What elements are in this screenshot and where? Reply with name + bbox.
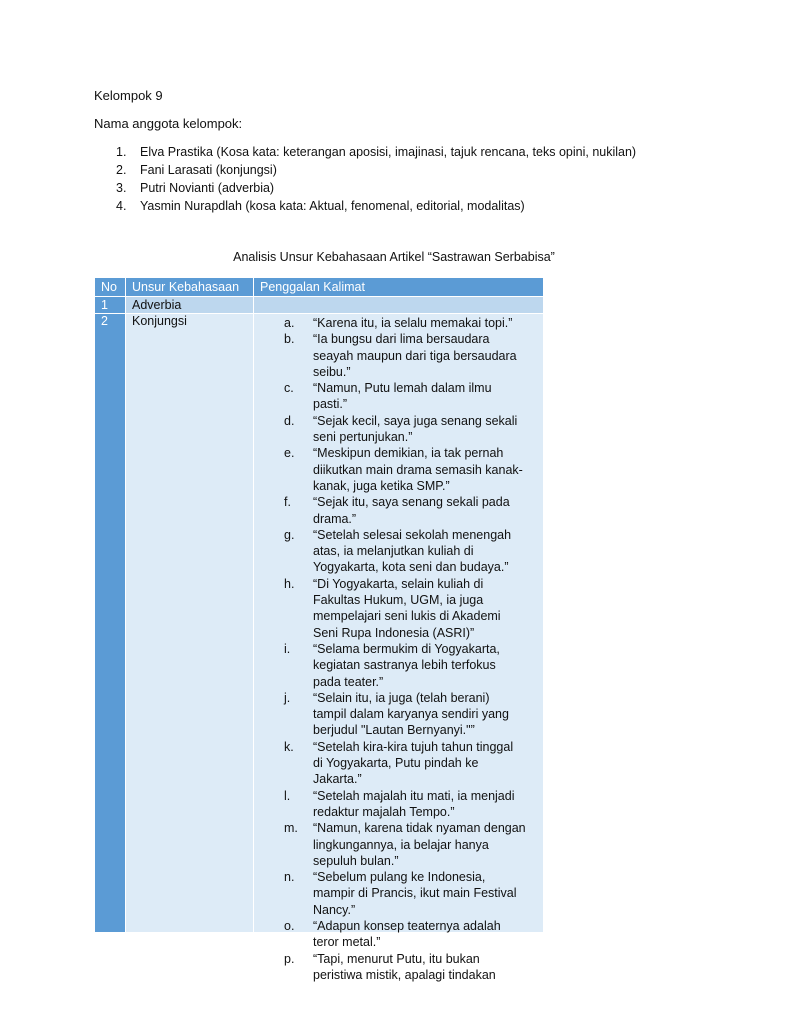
member-item [116, 179, 636, 197]
row-number: 1 [95, 297, 126, 314]
member-text: Yasmin Nurapdlah (kosa kata: Aktual, fenomenal, editorial, modalitas) [140, 199, 525, 213]
row-unsur: Adverbia [126, 297, 254, 314]
quote-text: “Setelah selesai sekolah menengah atas, ia melanjutkan kuliah di Yogyakarta, kota seni dan budaya.” [313, 527, 512, 575]
member-number: 2. [116, 163, 127, 177]
quote-text: “Meskipun demikian, ia tak pernah diikutkan main drama semasih kanak-kanak, juga ketika SMP.” [313, 446, 523, 493]
member-text: Putri Novianti (adverbia) [140, 181, 275, 195]
quote-item [284, 494, 526, 527]
member-number: 3. [116, 181, 127, 195]
quote-item [284, 820, 526, 869]
quote-letter: o. [284, 918, 295, 933]
header-no: No [95, 278, 126, 297]
quote-item [284, 869, 526, 918]
quote-text: “Selain itu, ia juga (telah berani) tampil dalam karyanya sendiri yang berjudul "Lautan Bernyanyi."” [313, 690, 509, 738]
quote-text: “Setelah kira-kira tujuh tahun tinggal di Yogyakarta, Putu pindah ke Jakarta.” [313, 739, 514, 787]
quote-letter: k. [284, 739, 294, 754]
quote-item [284, 951, 526, 984]
quote-letter: b. [284, 332, 295, 347]
quote-item [284, 331, 526, 380]
quote-item [284, 413, 526, 446]
quote-letter: l. [284, 788, 291, 803]
quote-item [284, 527, 526, 576]
quote-text: “Sejak kecil, saya juga senang sekali seni pertunjukan.” [313, 413, 518, 445]
member-text: Fani Larasati (konjungsi) [140, 163, 277, 177]
table-row [95, 297, 544, 314]
member-number: 1. [116, 145, 127, 159]
quote-text: “Namun, Putu lemah dalam ilmu pasti.” [313, 381, 492, 412]
quote-letter: m. [284, 821, 298, 836]
quote-letter: d. [284, 413, 295, 428]
quote-letter: f. [284, 495, 291, 510]
table-header-row [95, 278, 544, 297]
quote-text: “Di Yogyakarta, selain kuliah di Fakultas Hukum, UGM, ia juga mempelajari seni lukis di Akademi Seni Rupa Indonesia (ASRI)” [313, 576, 501, 640]
quote-item [284, 690, 526, 739]
quote-text: “Selama bermukim di Yogyakarta, kegiatan sastranya lebih terfokus pada teater.” [313, 641, 500, 689]
quote-item [284, 380, 526, 413]
quote-letter: e. [284, 446, 295, 461]
quote-item [284, 788, 526, 821]
quote-letter: a. [284, 316, 295, 330]
quote-text: “Karena itu, ia selalu memakai topi.” [313, 316, 513, 330]
row-number: 2 [95, 314, 126, 933]
header-unsur: Unsur Kebahasaan [126, 278, 254, 297]
quote-item [284, 315, 526, 331]
quote-letter: h. [284, 576, 295, 591]
member-item [116, 143, 636, 161]
members-list [116, 143, 636, 215]
group-title: Kelompok 9 [94, 88, 163, 103]
table-title: Analisis Unsur Kebahasaan Artikel “Sastrawan Serbabisa” [233, 250, 555, 264]
quote-item [284, 918, 526, 951]
quote-text: “Adapun konsep teaternya adalah teror metal.” [313, 918, 501, 950]
member-item [116, 161, 636, 179]
row-unsur: Konjungsi [126, 314, 254, 933]
quote-text: “Ia bungsu dari lima bersaudara seayah maupun dari tiga bersaudara seibu.” [313, 332, 517, 379]
row-penggalan-empty [254, 297, 544, 314]
member-item [116, 197, 636, 215]
quote-text: “Namun, karena tidak nyaman dengan lingkungannya, ia belajar hanya sepuluh bulan.” [313, 821, 526, 868]
header-penggalan: Penggalan Kalimat [254, 278, 544, 297]
quote-item [284, 739, 526, 788]
member-number: 4. [116, 199, 127, 213]
quote-text: “Sebelum pulang ke Indonesia, mampir di Prancis, ikut main Festival Nancy.” [313, 870, 517, 917]
quote-item [284, 445, 526, 494]
quote-letter: i. [284, 641, 291, 656]
analysis-table [94, 277, 544, 982]
table-row [95, 314, 544, 933]
quote-letter: c. [284, 381, 294, 396]
quote-text: “Setelah majalah itu mati, ia menjadi redaktur majalah Tempo.” [313, 788, 515, 819]
quote-text: “Sejak itu, saya senang sekali pada drama.” [313, 495, 510, 526]
quote-letter: j. [284, 690, 291, 705]
quotes-list [260, 315, 537, 983]
member-text: Elva Prastika (Kosa kata: keterangan aposisi, imajinasi, tajuk rencana, teks opini, nukilan) [140, 145, 637, 159]
quote-item [284, 576, 526, 641]
members-label: Nama anggota kelompok: [94, 116, 243, 131]
quote-letter: p. [284, 951, 295, 966]
row-penggalan [254, 314, 544, 982]
quote-text: “Tapi, menurut Putu, itu bukan peristiwa mistik, apalagi tindakan [313, 951, 496, 982]
quote-letter: g. [284, 527, 295, 542]
quote-item [284, 641, 526, 690]
quote-letter: n. [284, 870, 295, 885]
